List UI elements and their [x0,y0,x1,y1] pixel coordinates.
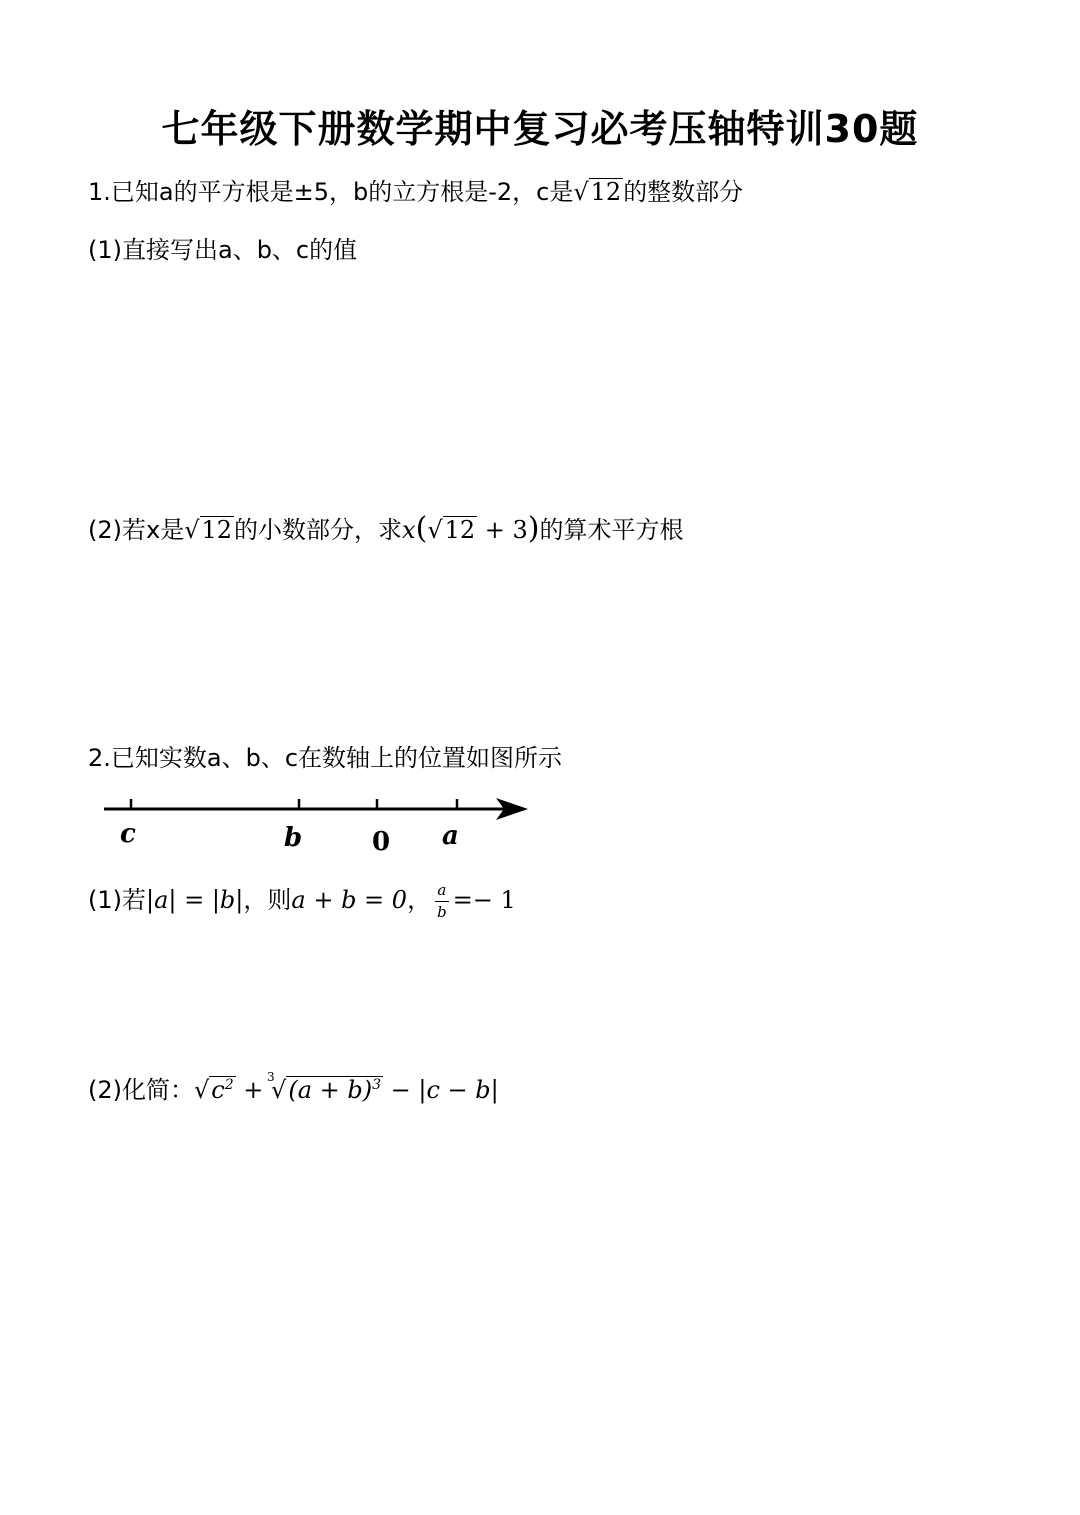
q2-p2-plus: + [235,1076,272,1104]
axis-label-a: a [442,821,459,851]
q2-p1-expr2: a + b = 0 [291,886,408,914]
q1-stem [88,172,743,207]
q2-p1-tail: =− 1 [452,886,516,914]
q1-p2-tail: + 3 [477,516,528,544]
q2-p1-comma: ， [407,886,432,914]
q2-p2-radicand2: (a + b) [288,1076,373,1104]
q2-p2-tail: − |c − b| [383,1076,499,1104]
q2-p2-radicand1: c [211,1076,225,1104]
q1-p2-radicand: 12 [201,516,233,544]
q2-p2-sup2: 3 [372,1077,382,1093]
q1-p2-pre: (2)若x是 [88,516,185,544]
q2-part2 [88,1070,499,1105]
axis-label-0: 0 [372,827,391,857]
q1-sqrt: √12 [573,178,622,206]
q2-p2-cuberoot: 3 $√(a + b)^3$ [267,1070,382,1104]
q1-p2-inner-sqrt: √12 [427,516,476,544]
q2-p1-mid: ，则 [243,886,292,914]
page-title: 七年级下册数学期中复习必考压轴特训30题 [161,107,919,151]
q1-p2-sqrt: √12 [184,516,233,544]
q1-stem-post: 的整数部分 [623,178,744,206]
q1-p2-lparen: ( [415,511,428,546]
fraction-numerator: a [437,880,447,899]
q2-stem: 2.已知实数a、b、c在数轴上的位置如图所示 [88,744,563,772]
q2-p1-expr: |a| = |b| [146,886,244,914]
q1-p2-mid: 的小数部分，求 [234,516,403,544]
q1-radicand: 12 [590,178,622,206]
q1-p2-rparen: ) [527,511,540,546]
fraction-bar [435,901,449,902]
q2-p2-sqrt1: $√c^2$ [194,1076,234,1104]
q2-part1 [88,880,516,921]
axis-label-c: c [120,819,136,849]
axis-label-b: b [284,823,303,853]
number-line [100,790,540,860]
q2-p1-fraction [435,882,449,921]
q2-p2-pre: (2)化简： [88,1076,194,1104]
q2-p2-sup1: 2 [224,1077,234,1093]
q1-stem-text: 1.已知a的平方根是±5，b的立方根是-2，c是 [88,178,574,206]
q2-p1-pre: (1)若 [88,886,146,914]
q1-part1: (1)直接写出a、b、c的值 [88,236,358,264]
q1-p2-var: x [402,516,416,544]
q1-p2-post: 的算术平方根 [539,516,684,544]
q1-p2-inner-radicand: 12 [444,516,476,544]
q1-part2 [88,510,684,546]
root-index: 3 [267,1070,275,1084]
fraction-denominator: b [437,902,447,921]
